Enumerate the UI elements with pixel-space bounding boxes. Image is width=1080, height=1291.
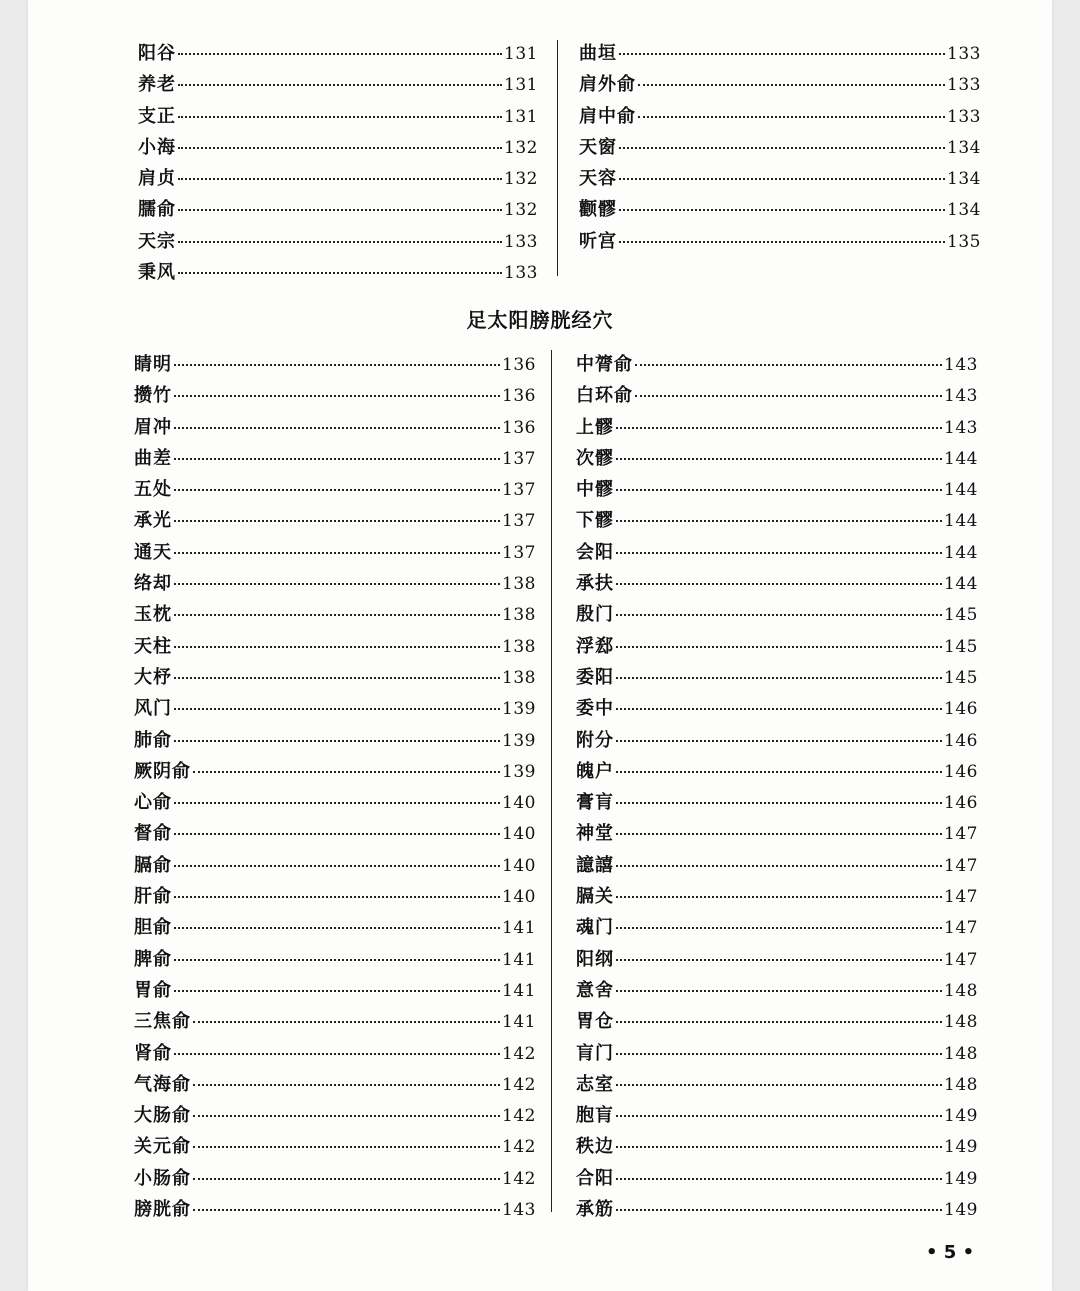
acupoint-name: 譩譆 bbox=[576, 854, 614, 876]
page-ref: 148 bbox=[944, 1074, 978, 1095]
acupoint-name: 殷门 bbox=[576, 604, 614, 626]
acupoint-name: 次髎 bbox=[576, 447, 614, 469]
toc-entry bbox=[576, 756, 978, 787]
toc-entry bbox=[576, 599, 978, 630]
page-ref: 139 bbox=[502, 761, 536, 782]
page-ref: 139 bbox=[502, 699, 536, 720]
page-ref: 147 bbox=[944, 949, 978, 970]
dot-leader bbox=[616, 708, 942, 710]
dot-leader bbox=[616, 583, 942, 585]
toc-entry bbox=[138, 194, 538, 225]
page-ref: 142 bbox=[502, 1137, 536, 1158]
dot-leader bbox=[193, 1209, 500, 1211]
toc-entry bbox=[134, 1194, 536, 1225]
acupoint-name: 睛明 bbox=[134, 354, 172, 375]
dot-leader bbox=[178, 178, 502, 180]
toc-entry bbox=[576, 944, 978, 975]
dot-leader bbox=[174, 990, 500, 992]
toc-entry bbox=[576, 881, 978, 912]
acupoint-name: 胆俞 bbox=[134, 917, 172, 939]
toc-entry bbox=[134, 474, 536, 505]
page-ref: 140 bbox=[502, 855, 536, 876]
dot-leader bbox=[619, 241, 945, 243]
dot-leader bbox=[619, 147, 945, 149]
page-ref: 138 bbox=[502, 667, 536, 688]
acupoint-name: 曲垣 bbox=[579, 43, 617, 64]
dot-leader bbox=[174, 1053, 500, 1055]
toc-entry bbox=[134, 1038, 536, 1069]
dot-leader bbox=[616, 1146, 942, 1148]
page-ref: 144 bbox=[944, 574, 978, 595]
toc-column-top-right bbox=[579, 38, 981, 257]
toc-entry bbox=[576, 631, 978, 662]
dot-leader bbox=[174, 865, 500, 867]
dot-leader bbox=[616, 1115, 942, 1117]
page-ref: 144 bbox=[944, 480, 978, 501]
acupoint-name: 会阳 bbox=[576, 541, 614, 563]
acupoint-name: 督俞 bbox=[134, 823, 172, 845]
page-ref: 144 bbox=[944, 542, 978, 563]
dot-leader bbox=[635, 364, 942, 366]
page-ref: 138 bbox=[502, 636, 536, 657]
toc-entry bbox=[134, 1069, 536, 1100]
dot-leader bbox=[174, 489, 500, 491]
dot-leader bbox=[616, 865, 942, 867]
dot-leader bbox=[174, 395, 500, 397]
dot-leader bbox=[174, 458, 500, 460]
page-ref: 143 bbox=[944, 386, 978, 407]
acupoint-name: 络却 bbox=[134, 573, 172, 595]
dot-leader bbox=[616, 959, 942, 961]
dot-leader bbox=[174, 708, 500, 710]
page-ref: 143 bbox=[502, 1200, 536, 1221]
dot-leader bbox=[616, 1084, 942, 1086]
toc-entry bbox=[576, 349, 978, 380]
dot-leader bbox=[616, 833, 942, 835]
dot-leader bbox=[616, 1178, 942, 1180]
page-ref: 133 bbox=[947, 75, 981, 96]
toc-entry bbox=[138, 132, 538, 163]
page-ref: 132 bbox=[504, 137, 538, 158]
page-ref: 133 bbox=[504, 263, 538, 284]
acupoint-name: 胃仓 bbox=[576, 1011, 614, 1033]
acupoint-name: 胃俞 bbox=[134, 979, 172, 1001]
acupoint-name: 三焦俞 bbox=[134, 1011, 191, 1033]
page-ref: 133 bbox=[504, 231, 538, 252]
dot-leader bbox=[619, 209, 945, 211]
toc-entry bbox=[138, 69, 538, 100]
dot-leader bbox=[178, 241, 502, 243]
toc-entry bbox=[134, 725, 536, 756]
acupoint-name: 天窗 bbox=[579, 136, 617, 158]
acupoint-name: 阳纲 bbox=[576, 948, 614, 970]
acupoint-name: 膏肓 bbox=[576, 792, 614, 814]
dot-leader bbox=[174, 646, 500, 648]
toc-entry bbox=[576, 975, 978, 1006]
dot-leader bbox=[616, 740, 942, 742]
acupoint-name: 肺俞 bbox=[134, 729, 172, 751]
acupoint-name: 承扶 bbox=[576, 573, 614, 595]
acupoint-name: 浮郄 bbox=[576, 635, 614, 657]
page-ref: 143 bbox=[944, 417, 978, 438]
dot-leader bbox=[616, 990, 942, 992]
column-divider-top bbox=[557, 40, 558, 276]
page-ref: 137 bbox=[502, 511, 536, 532]
toc-entry bbox=[576, 693, 978, 724]
dot-leader bbox=[635, 395, 942, 397]
acupoint-name: 心俞 bbox=[134, 792, 172, 814]
dot-leader bbox=[193, 771, 500, 773]
page-ref: 138 bbox=[502, 605, 536, 626]
acupoint-name: 天柱 bbox=[134, 635, 172, 657]
dot-leader bbox=[616, 646, 942, 648]
dot-leader bbox=[616, 1209, 942, 1211]
toc-entry bbox=[134, 756, 536, 787]
page-ref: 147 bbox=[944, 887, 978, 908]
page-ref: 143 bbox=[944, 355, 978, 375]
page-ref: 137 bbox=[502, 480, 536, 501]
dot-leader bbox=[193, 1146, 500, 1148]
acupoint-name: 膈俞 bbox=[134, 854, 172, 876]
dot-leader bbox=[616, 771, 942, 773]
acupoint-name: 承光 bbox=[134, 510, 172, 532]
page-ref: 133 bbox=[947, 106, 981, 127]
acupoint-name: 风门 bbox=[134, 698, 172, 720]
toc-entry bbox=[579, 163, 981, 194]
acupoint-name: 攒竹 bbox=[134, 385, 172, 407]
page-ref: 136 bbox=[502, 386, 536, 407]
acupoint-name: 魂门 bbox=[576, 917, 614, 939]
toc-entry bbox=[134, 944, 536, 975]
page-ref: 141 bbox=[502, 980, 536, 1001]
acupoint-name: 中膂俞 bbox=[576, 354, 633, 375]
acupoint-name: 膈关 bbox=[576, 886, 614, 908]
page-ref: 133 bbox=[947, 44, 981, 64]
page-ref: 136 bbox=[502, 355, 536, 375]
page-ref: 145 bbox=[944, 667, 978, 688]
acupoint-name: 意舍 bbox=[576, 979, 614, 1001]
toc-entry bbox=[576, 443, 978, 474]
page-ref: 145 bbox=[944, 605, 978, 626]
toc-entry bbox=[576, 1038, 978, 1069]
page-ref: 146 bbox=[944, 699, 978, 720]
dot-leader bbox=[178, 53, 502, 55]
dot-leader bbox=[638, 84, 945, 86]
toc-entry bbox=[579, 226, 981, 257]
page-ref: 145 bbox=[944, 636, 978, 657]
dot-leader bbox=[178, 272, 502, 274]
acupoint-name: 眉冲 bbox=[134, 416, 172, 438]
page-ref: 134 bbox=[947, 169, 981, 190]
acupoint-name: 承筋 bbox=[576, 1199, 614, 1221]
dot-leader bbox=[174, 677, 500, 679]
toc-entry bbox=[134, 818, 536, 849]
page-ref: 132 bbox=[504, 200, 538, 221]
dot-leader bbox=[616, 927, 942, 929]
page-ref: 142 bbox=[502, 1074, 536, 1095]
acupoint-name: 大杼 bbox=[134, 666, 172, 688]
column-divider-bottom bbox=[551, 350, 552, 1212]
page-ref: 144 bbox=[944, 511, 978, 532]
dot-leader bbox=[616, 427, 942, 429]
acupoint-name: 小肠俞 bbox=[134, 1167, 191, 1189]
acupoint-name: 肩贞 bbox=[138, 168, 176, 190]
dot-leader bbox=[174, 802, 500, 804]
acupoint-name: 附分 bbox=[576, 729, 614, 751]
acupoint-name: 膀胱俞 bbox=[134, 1199, 191, 1221]
dot-leader bbox=[616, 489, 942, 491]
page-ref: 149 bbox=[944, 1137, 978, 1158]
toc-entry bbox=[138, 101, 538, 132]
dot-leader bbox=[174, 583, 500, 585]
acupoint-name: 五处 bbox=[134, 479, 172, 501]
page-ref: 134 bbox=[947, 137, 981, 158]
acupoint-name: 上髎 bbox=[576, 416, 614, 438]
page-ref: 131 bbox=[504, 106, 538, 127]
acupoint-name: 养老 bbox=[138, 74, 176, 96]
toc-entry bbox=[134, 787, 536, 818]
page-ref: 136 bbox=[502, 417, 536, 438]
acupoint-name: 委阳 bbox=[576, 666, 614, 688]
dot-leader bbox=[193, 1178, 500, 1180]
acupoint-name: 秉风 bbox=[138, 262, 176, 284]
page-ref: 146 bbox=[944, 761, 978, 782]
toc-entry bbox=[576, 912, 978, 943]
acupoint-name: 大肠俞 bbox=[134, 1105, 191, 1127]
toc-entry bbox=[579, 194, 981, 225]
toc-entry bbox=[576, 1006, 978, 1037]
page-ref: 147 bbox=[944, 918, 978, 939]
toc-entry bbox=[134, 1100, 536, 1131]
page-ref: 144 bbox=[944, 448, 978, 469]
page-ref: 138 bbox=[502, 574, 536, 595]
page-ref: 146 bbox=[944, 730, 978, 751]
dot-leader bbox=[193, 1115, 500, 1117]
page-ref: 147 bbox=[944, 855, 978, 876]
page-ref: 149 bbox=[944, 1200, 978, 1221]
toc-entry bbox=[134, 631, 536, 662]
acupoint-name: 曲差 bbox=[134, 447, 172, 469]
acupoint-name: 下髎 bbox=[576, 510, 614, 532]
toc-entry bbox=[138, 38, 538, 69]
page-ref: 146 bbox=[944, 793, 978, 814]
acupoint-name: 肝俞 bbox=[134, 886, 172, 908]
acupoint-name: 气海俞 bbox=[134, 1073, 191, 1095]
toc-entry bbox=[576, 412, 978, 443]
acupoint-name: 合阳 bbox=[576, 1167, 614, 1189]
toc-entry bbox=[134, 412, 536, 443]
toc-entry bbox=[134, 568, 536, 599]
toc-entry bbox=[576, 474, 978, 505]
acupoint-name: 中髎 bbox=[576, 479, 614, 501]
acupoint-name: 天宗 bbox=[138, 230, 176, 252]
page-ref: 132 bbox=[504, 169, 538, 190]
page-ref: 140 bbox=[502, 824, 536, 845]
toc-entry bbox=[576, 1131, 978, 1162]
acupoint-name: 通天 bbox=[134, 541, 172, 563]
toc-entry bbox=[138, 226, 538, 257]
toc-entry bbox=[576, 725, 978, 756]
toc-entry bbox=[576, 505, 978, 536]
toc-entry bbox=[579, 69, 981, 100]
dot-leader bbox=[616, 614, 942, 616]
dot-leader bbox=[174, 896, 500, 898]
page-ref: 140 bbox=[502, 887, 536, 908]
toc-entry bbox=[576, 1069, 978, 1100]
dot-leader bbox=[193, 1021, 500, 1023]
section-title: 足太阳膀胱经穴 bbox=[466, 308, 614, 332]
acupoint-name: 脾俞 bbox=[134, 948, 172, 970]
acupoint-name: 颧髎 bbox=[579, 199, 617, 221]
toc-entry bbox=[134, 537, 536, 568]
toc-entry bbox=[138, 163, 538, 194]
toc-column-bottom-left bbox=[134, 349, 536, 1225]
acupoint-name: 志室 bbox=[576, 1073, 614, 1095]
toc-entry bbox=[134, 1006, 536, 1037]
toc-entry bbox=[579, 101, 981, 132]
acupoint-name: 阳谷 bbox=[138, 43, 176, 64]
page-ref: 148 bbox=[944, 980, 978, 1001]
page-ref: 137 bbox=[502, 448, 536, 469]
toc-entry bbox=[576, 568, 978, 599]
acupoint-name: 魄户 bbox=[576, 760, 614, 782]
toc-entry bbox=[134, 380, 536, 411]
dot-leader bbox=[616, 520, 942, 522]
dot-leader bbox=[174, 740, 500, 742]
page-ref: 137 bbox=[502, 542, 536, 563]
acupoint-name: 天容 bbox=[579, 168, 617, 190]
page-ref: 134 bbox=[947, 200, 981, 221]
toc-entry bbox=[576, 1194, 978, 1225]
toc-entry bbox=[576, 787, 978, 818]
acupoint-name: 胞肓 bbox=[576, 1105, 614, 1127]
dot-leader bbox=[174, 364, 500, 366]
toc-entry bbox=[134, 349, 536, 380]
page-number: • 5 • bbox=[926, 1242, 975, 1263]
page-ref: 131 bbox=[504, 44, 538, 64]
toc-entry bbox=[134, 1163, 536, 1194]
acupoint-name: 神堂 bbox=[576, 823, 614, 845]
dot-leader bbox=[174, 927, 500, 929]
dot-leader bbox=[178, 147, 502, 149]
toc-entry bbox=[134, 975, 536, 1006]
dot-leader bbox=[616, 677, 942, 679]
dot-leader bbox=[616, 802, 942, 804]
dot-leader bbox=[616, 1021, 942, 1023]
toc-entry bbox=[576, 850, 978, 881]
dot-leader bbox=[178, 84, 502, 86]
acupoint-name: 玉枕 bbox=[134, 604, 172, 626]
acupoint-name: 委中 bbox=[576, 698, 614, 720]
toc-entry bbox=[134, 693, 536, 724]
page-ref: 148 bbox=[944, 1043, 978, 1064]
acupoint-name: 厥阴俞 bbox=[134, 760, 191, 782]
acupoint-name: 肓门 bbox=[576, 1042, 614, 1064]
page-ref: 147 bbox=[944, 824, 978, 845]
toc-entry bbox=[134, 912, 536, 943]
dot-leader bbox=[193, 1084, 500, 1086]
dot-leader bbox=[174, 614, 500, 616]
acupoint-name: 肩外俞 bbox=[579, 74, 636, 96]
acupoint-name: 小海 bbox=[138, 136, 176, 158]
dot-leader bbox=[616, 552, 942, 554]
dot-leader bbox=[616, 1053, 942, 1055]
page-ref: 142 bbox=[502, 1168, 536, 1189]
toc-entry bbox=[576, 662, 978, 693]
toc-entry bbox=[134, 443, 536, 474]
dot-leader bbox=[174, 520, 500, 522]
acupoint-name: 听宫 bbox=[579, 230, 617, 252]
acupoint-name: 秩边 bbox=[576, 1136, 614, 1158]
page-ref: 149 bbox=[944, 1168, 978, 1189]
page-ref: 142 bbox=[502, 1106, 536, 1127]
toc-entry bbox=[134, 881, 536, 912]
dot-leader bbox=[178, 209, 502, 211]
acupoint-name: 关元俞 bbox=[134, 1136, 191, 1158]
page-ref: 142 bbox=[502, 1043, 536, 1064]
acupoint-name: 肩中俞 bbox=[579, 105, 636, 127]
toc-entry bbox=[134, 850, 536, 881]
dot-leader bbox=[174, 552, 500, 554]
page-ref: 141 bbox=[502, 1012, 536, 1033]
page-ref: 141 bbox=[502, 949, 536, 970]
toc-entry bbox=[576, 1100, 978, 1131]
toc-entry bbox=[576, 537, 978, 568]
toc-entry bbox=[138, 257, 538, 288]
page-ref: 141 bbox=[502, 918, 536, 939]
dot-leader bbox=[616, 896, 942, 898]
toc-column-bottom-right bbox=[576, 349, 978, 1225]
dot-leader bbox=[619, 178, 945, 180]
dot-leader bbox=[174, 427, 500, 429]
acupoint-name: 白环俞 bbox=[576, 385, 633, 407]
toc-entry bbox=[576, 818, 978, 849]
dot-leader bbox=[638, 116, 945, 118]
page-ref: 148 bbox=[944, 1012, 978, 1033]
document-page bbox=[28, 0, 1052, 1291]
dot-leader bbox=[174, 959, 500, 961]
toc-entry bbox=[134, 599, 536, 630]
toc-entry bbox=[576, 1163, 978, 1194]
toc-entry bbox=[134, 1131, 536, 1162]
page-ref: 135 bbox=[947, 231, 981, 252]
page-ref: 140 bbox=[502, 793, 536, 814]
page-ref: 131 bbox=[504, 75, 538, 96]
page-ref: 139 bbox=[502, 730, 536, 751]
toc-column-top-left bbox=[138, 38, 538, 288]
acupoint-name: 支正 bbox=[138, 105, 176, 127]
toc-entry bbox=[134, 505, 536, 536]
page-ref: 149 bbox=[944, 1106, 978, 1127]
toc-entry bbox=[134, 662, 536, 693]
dot-leader bbox=[619, 53, 945, 55]
toc-entry bbox=[579, 38, 981, 69]
toc-entry bbox=[579, 132, 981, 163]
dot-leader bbox=[616, 458, 942, 460]
dot-leader bbox=[178, 116, 502, 118]
dot-leader bbox=[174, 833, 500, 835]
toc-entry bbox=[576, 380, 978, 411]
acupoint-name: 臑俞 bbox=[138, 199, 176, 221]
acupoint-name: 肾俞 bbox=[134, 1042, 172, 1064]
